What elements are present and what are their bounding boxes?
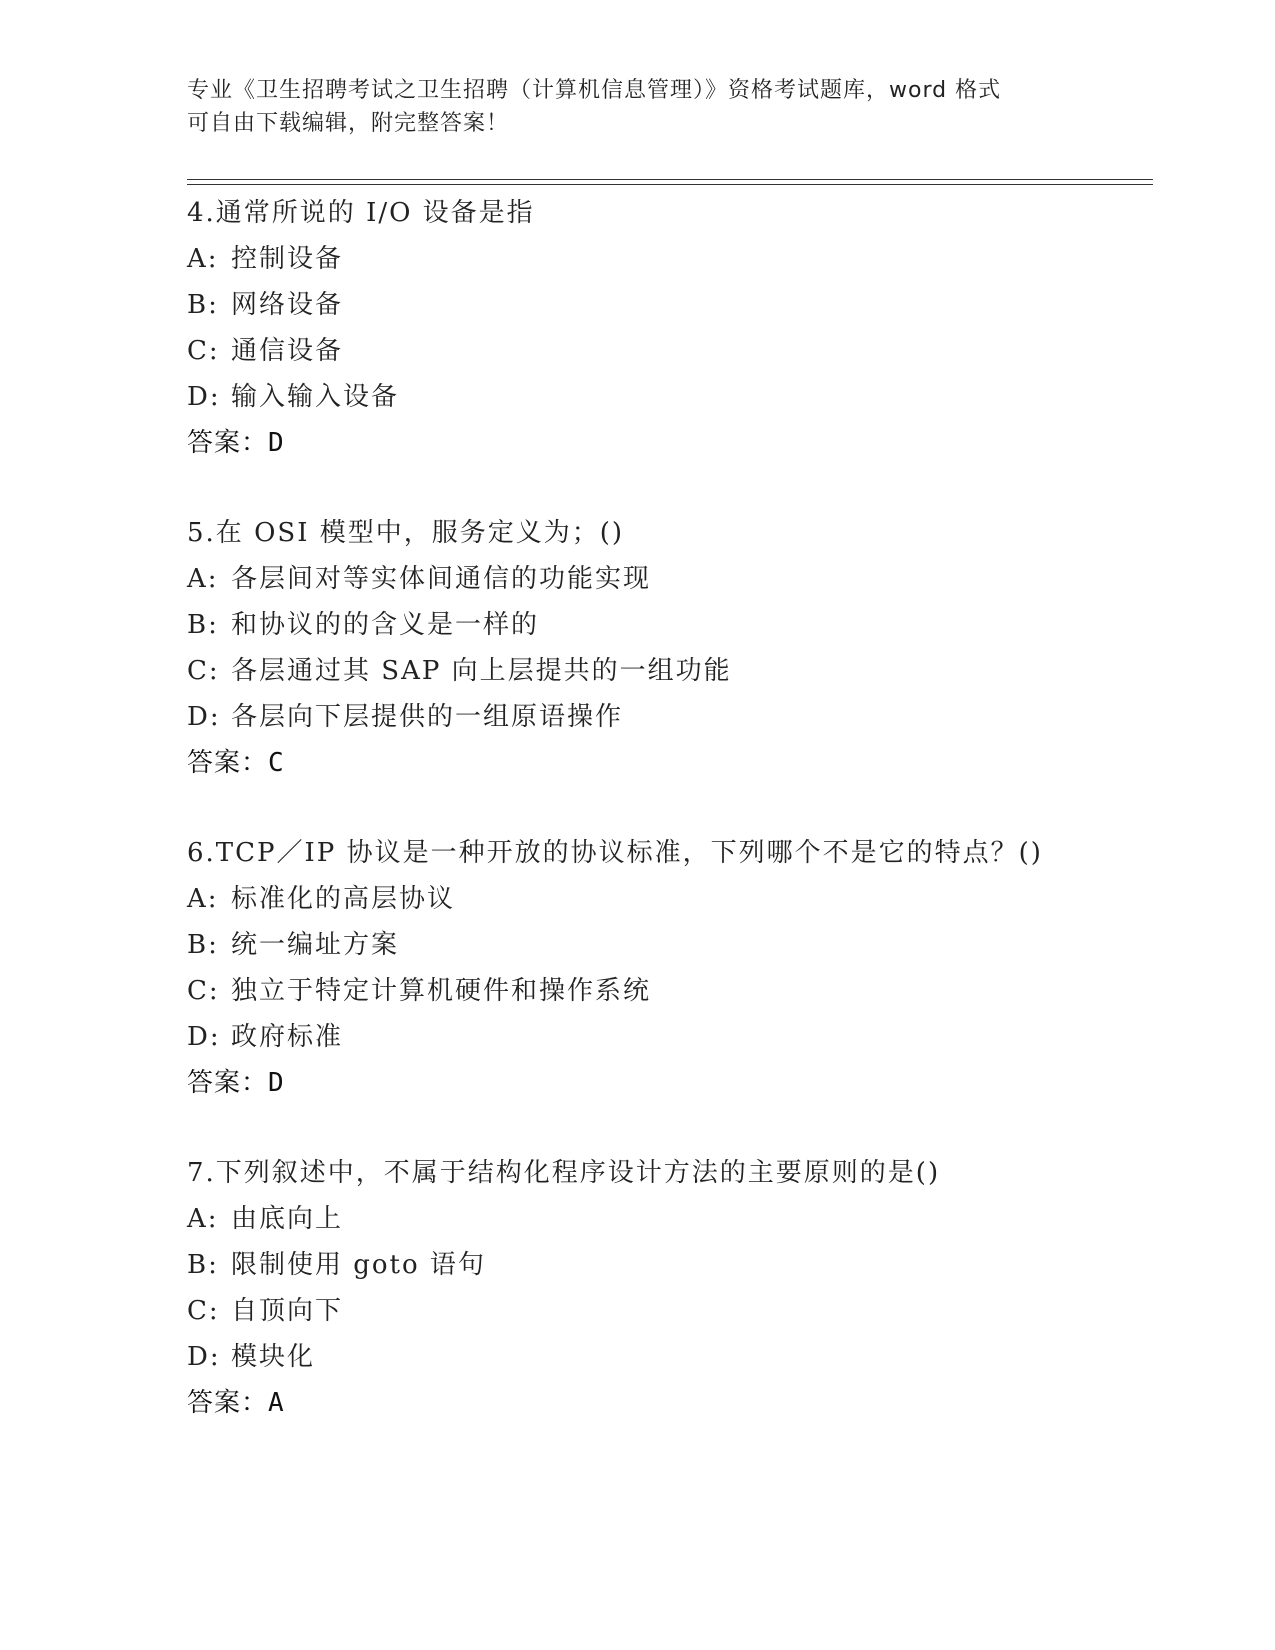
header-line-1: 专业《卫生招聘考试之卫生招聘（计算机信息管理）》资格考试题库，word 格式 <box>187 78 1002 103</box>
option-label: C: <box>187 336 220 366</box>
answer-value: A <box>268 1388 285 1418</box>
option-label: B: <box>187 610 219 640</box>
option-text: 标准化的高层协议 <box>231 884 456 914</box>
option-text: 各层间对等实体间通信的功能实现 <box>231 564 652 594</box>
option-text: 模块化 <box>231 1342 316 1372</box>
answer-label: 答案： <box>187 1068 269 1098</box>
option-c <box>187 1288 1153 1334</box>
option-text: 政府标准 <box>231 1022 344 1052</box>
answer-line <box>187 1060 1153 1106</box>
option-text: 各层通过其 SAP 向上层提共的一组功能 <box>231 656 732 686</box>
option-text: 由底向上 <box>231 1204 344 1234</box>
answer-line <box>187 420 1153 466</box>
option-label: C: <box>187 1296 220 1326</box>
option-d <box>187 374 1153 420</box>
option-label: D: <box>187 702 221 732</box>
option-text: 网络设备 <box>231 290 344 320</box>
option-text: 独立于特定计算机硬件和操作系统 <box>231 976 652 1006</box>
option-label: C: <box>187 976 220 1006</box>
option-label: B: <box>187 1250 219 1280</box>
option-b <box>187 1242 1153 1288</box>
option-label: A: <box>187 564 219 594</box>
option-a <box>187 1196 1153 1242</box>
answer-label: 答案： <box>187 1388 269 1418</box>
option-text: 输入输入设备 <box>231 382 400 412</box>
option-text: 各层向下层提供的一组原语操作 <box>231 702 624 732</box>
question-stem: 4.通常所说的 I/O 设备是指 <box>187 198 535 228</box>
option-b <box>187 282 1153 328</box>
option-text: 统一编址方案 <box>231 930 400 960</box>
option-d <box>187 694 1153 740</box>
option-label: A: <box>187 244 219 274</box>
option-c <box>187 648 1153 694</box>
answer-value: C <box>268 748 285 778</box>
option-a <box>187 236 1153 282</box>
option-b <box>187 602 1153 648</box>
question-6 <box>187 830 1153 1106</box>
option-text: 控制设备 <box>231 244 344 274</box>
option-label: D: <box>187 382 221 412</box>
option-a <box>187 556 1153 602</box>
header-divider-top <box>187 179 1153 180</box>
option-label: A: <box>187 884 219 914</box>
question-stem: 6.TCP／IP 协议是一种开放的协议标准，下列哪个不是它的特点？() <box>187 838 1043 868</box>
question-4 <box>187 190 1153 466</box>
answer-label: 答案： <box>187 748 269 778</box>
header-line-2: 可自由下载编辑，附完整答案！ <box>187 111 510 136</box>
question-stem: 5.在 OSI 模型中，服务定义为；() <box>187 518 625 548</box>
option-d <box>187 1014 1153 1060</box>
header-divider-bottom <box>187 184 1153 185</box>
option-b <box>187 922 1153 968</box>
document-header <box>187 74 1087 140</box>
option-label: D: <box>187 1342 221 1372</box>
option-label: D: <box>187 1022 221 1052</box>
option-label: B: <box>187 930 219 960</box>
option-c <box>187 968 1153 1014</box>
question-5 <box>187 510 1153 786</box>
answer-line <box>187 740 1153 786</box>
option-text: 自顶向下 <box>231 1296 344 1326</box>
option-text: 和协议的的含义是一样的 <box>231 610 540 640</box>
option-c <box>187 328 1153 374</box>
option-label: C: <box>187 656 220 686</box>
option-text: 通信设备 <box>231 336 344 366</box>
question-stem: 7.下列叙述中，不属于结构化程序设计方法的主要原则的是() <box>187 1158 941 1188</box>
answer-label: 答案： <box>187 428 269 458</box>
answer-value: D <box>268 1068 285 1098</box>
question-7 <box>187 1150 1153 1426</box>
option-a <box>187 876 1153 922</box>
option-d <box>187 1334 1153 1380</box>
option-label: A: <box>187 1204 219 1234</box>
option-text: 限制使用 goto 语句 <box>231 1250 486 1280</box>
option-label: B: <box>187 290 219 320</box>
answer-line <box>187 1380 1153 1426</box>
answer-value: D <box>268 428 285 458</box>
